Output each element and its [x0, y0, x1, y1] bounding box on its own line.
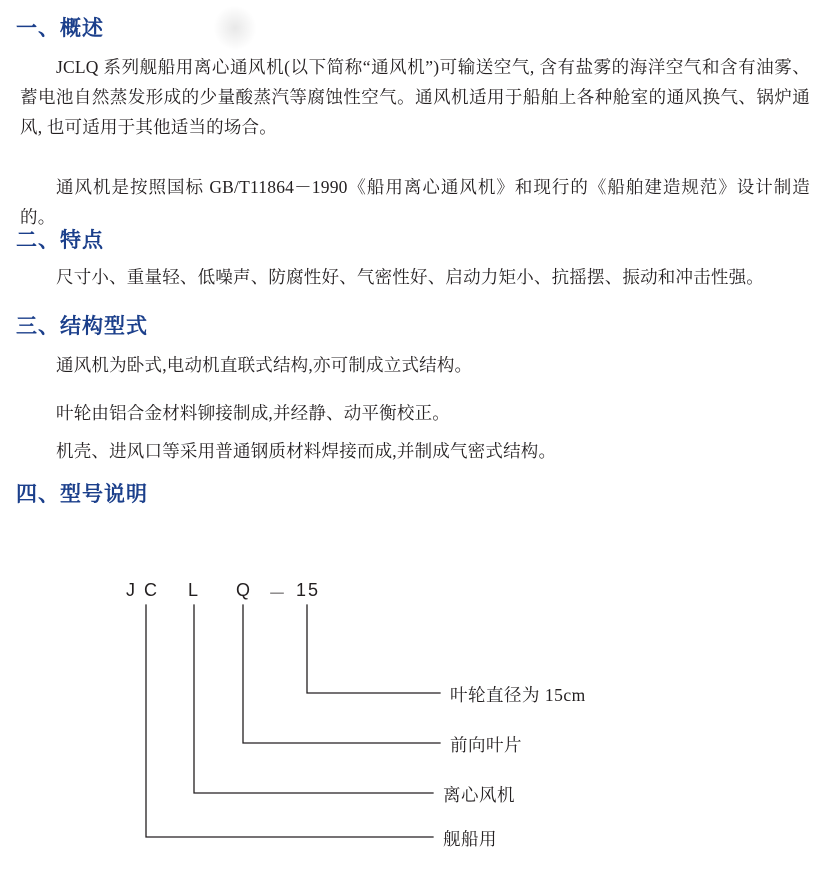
- paragraph-structure-2: 叶轮由铝合金材料铆接制成,并经静、动平衡校正。: [56, 403, 450, 423]
- model-code-part-dash: －: [268, 584, 288, 604]
- model-code-part-l: L: [188, 580, 201, 600]
- section-heading-features: 二、特点: [16, 229, 104, 252]
- model-label-naval-ship-use: 舰船用: [443, 829, 497, 849]
- model-code-part-jc: J C: [126, 580, 159, 600]
- paper-smudge: [208, 1, 262, 56]
- model-label-impeller-diameter: 叶轮直径为 15cm: [450, 685, 586, 705]
- paragraph-structure-1: 通风机为卧式,电动机直联式结构,亦可制成立式结构。: [56, 355, 473, 375]
- model-code-leader-lines: [0, 555, 830, 865]
- model-code-part-size: 15: [296, 580, 321, 600]
- model-label-forward-blade: 前向叶片: [450, 735, 522, 755]
- section-heading-model: 四、型号说明: [16, 483, 148, 506]
- section-heading-structure: 三、结构型式: [16, 315, 148, 338]
- paragraph-overview-2: 通风机是按照国标 GB/T11864－1990《船用离心通风机》和现行的《船舶建造规范》设计制造的。: [20, 177, 810, 227]
- model-label-centrifugal-fan: 离心风机: [443, 785, 515, 805]
- model-code-diagram: [0, 555, 830, 865]
- model-code-part-q: Q: [236, 580, 253, 600]
- paragraph-structure-3: 机壳、进风口等采用普通钢质材料焊接而成,并制成气密式结构。: [56, 441, 557, 461]
- paragraph-features-1: 尺寸小、重量轻、低噪声、防腐性好、气密性好、启动力矩小、抗摇摆、振动和冲击性强。: [56, 267, 764, 287]
- section-heading-overview: 一、概述: [16, 17, 104, 40]
- paragraph-overview-1: JCLQ 系列舰船用离心通风机(以下简称“通风机”)可输送空气, 含有盐雾的海洋空气和含有油雾、蓄电池自然蒸发形成的少量酸蒸汽等腐蚀性空气。通风机适用于船舶上各种舱室的通风换气、锅炉通风, 也可适用于其他适当的场合。: [20, 57, 810, 137]
